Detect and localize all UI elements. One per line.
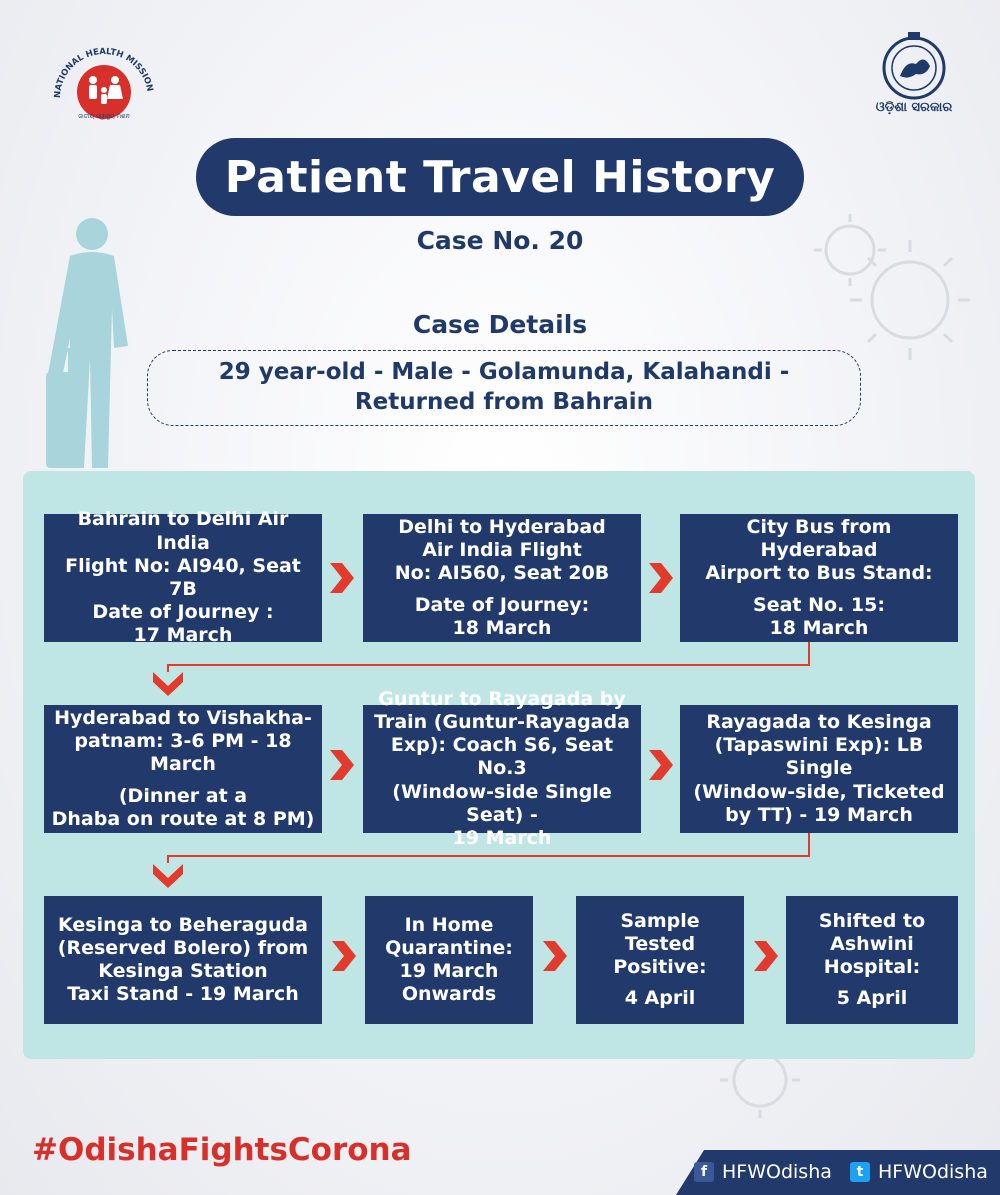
nhm-arc-text: NATIONAL HEALTH MISSION — [52, 46, 155, 99]
travel-step — [680, 705, 958, 833]
step-text: by TT) - 19 March — [725, 803, 913, 826]
travel-step — [576, 896, 744, 1024]
step-text: Kesinga to Beheraguda — [58, 913, 308, 936]
page-title: Patient Travel History — [196, 138, 804, 216]
step-text: (Reserved Bolero) from — [57, 936, 309, 959]
step-text: 5 April — [836, 987, 908, 1010]
step-text: In Home — [404, 913, 494, 936]
step-text: Exp): Coach S6, Seat No.3 — [390, 734, 614, 780]
facebook-handle[interactable] — [694, 1161, 832, 1183]
arrow-down-icon — [151, 862, 185, 890]
step-text: Bahrain to Delhi Air India — [77, 508, 289, 554]
nhm-sub-text: ଜାତୀୟ ସ୍ୱାସ୍ଥ୍ୟ ମିଶନ — [78, 113, 130, 120]
step-text: Tested Positive: — [613, 932, 707, 978]
travel-step — [365, 896, 533, 1024]
step-text: Date of Journey: — [414, 593, 590, 616]
step-text: Taxi Stand - 19 March — [67, 983, 299, 1006]
step-text: 18 March — [452, 616, 552, 639]
travel-step — [44, 705, 322, 833]
chevron-right-icon — [541, 939, 569, 973]
case-details-heading: Case Details — [412, 310, 588, 339]
step-text: (Tapaswini Exp): LB Single — [714, 734, 924, 780]
step-text: patnam: 3-6 PM - 18 March — [74, 730, 292, 776]
twitter-handle-text: HFWOdisha — [878, 1161, 988, 1183]
step-text: (Window-side Single Seat) - — [392, 780, 612, 826]
step-text: Dhaba on route at 8 PM) — [51, 807, 315, 830]
facebook-icon: f — [694, 1162, 714, 1182]
travel-step — [44, 896, 322, 1024]
step-text: 4 April — [624, 987, 696, 1010]
step-text: Delhi to Hyderabad — [398, 516, 606, 539]
step-text: Hyderabad to Vishakha- — [54, 707, 312, 730]
arrow-down-icon — [151, 670, 185, 698]
step-text: Flight No: AI940, Seat 7B — [65, 554, 301, 600]
chevron-right-icon — [328, 561, 356, 595]
odisha-caption: ଓଡ଼ିଶା ସରକାର — [875, 100, 953, 115]
case-number: Case No. 20 — [416, 226, 584, 255]
step-text: Airport to Bus Stand: — [705, 562, 933, 585]
twitter-handle[interactable] — [850, 1161, 988, 1183]
step-text: Hospital: — [823, 956, 921, 978]
chevron-right-icon — [647, 561, 675, 595]
step-text: Guntur to Rayagada by — [378, 687, 626, 710]
case-details-line: Returned from Bahrain — [354, 389, 654, 415]
step-text: 17 March — [133, 624, 233, 647]
step-text: Train (Guntur-Rayagada — [374, 711, 630, 734]
step-text: Kesinga Station — [98, 960, 268, 982]
step-text: Date of Journey : — [92, 601, 274, 624]
step-text: No: AI560, Seat 20B — [394, 562, 610, 585]
step-text: City Bus from Hyderabad — [746, 516, 892, 562]
connector-line — [167, 642, 810, 666]
step-text: Sample — [620, 909, 700, 932]
step-text: Air India Flight — [422, 539, 582, 562]
step-text: Ashwini — [830, 932, 914, 955]
step-text: 19 March — [399, 960, 499, 982]
step-text: 18 March — [769, 616, 869, 639]
travel-step — [680, 514, 958, 642]
travel-step — [786, 896, 958, 1024]
hashtag: #OdishaFightsCorona — [32, 1132, 412, 1168]
travel-step — [363, 687, 641, 849]
case-details-box — [147, 350, 861, 426]
travel-step — [44, 508, 322, 647]
connector-line — [167, 833, 810, 857]
step-text: 19 March — [452, 826, 552, 849]
step-text: Onwards — [401, 983, 497, 1006]
travel-step — [363, 514, 641, 642]
chevron-right-icon — [647, 748, 675, 782]
chevron-right-icon — [330, 939, 358, 973]
step-text: Shifted to — [818, 909, 926, 932]
facebook-handle-text: HFWOdisha — [722, 1161, 832, 1183]
step-text: (Dinner at a — [118, 784, 248, 807]
nhm-logo — [48, 40, 158, 120]
step-text: (Window-side, Ticketed — [693, 780, 945, 803]
twitter-icon: t — [850, 1162, 870, 1182]
chevron-right-icon — [328, 748, 356, 782]
case-details-line: 29 year-old - Male - Golamunda, Kalahandi - — [218, 359, 790, 386]
step-text: Rayagada to Kesinga — [706, 711, 932, 734]
step-text: Quarantine: — [385, 936, 513, 959]
chevron-right-icon — [752, 939, 780, 973]
step-text: Seat No. 15: — [753, 593, 885, 616]
